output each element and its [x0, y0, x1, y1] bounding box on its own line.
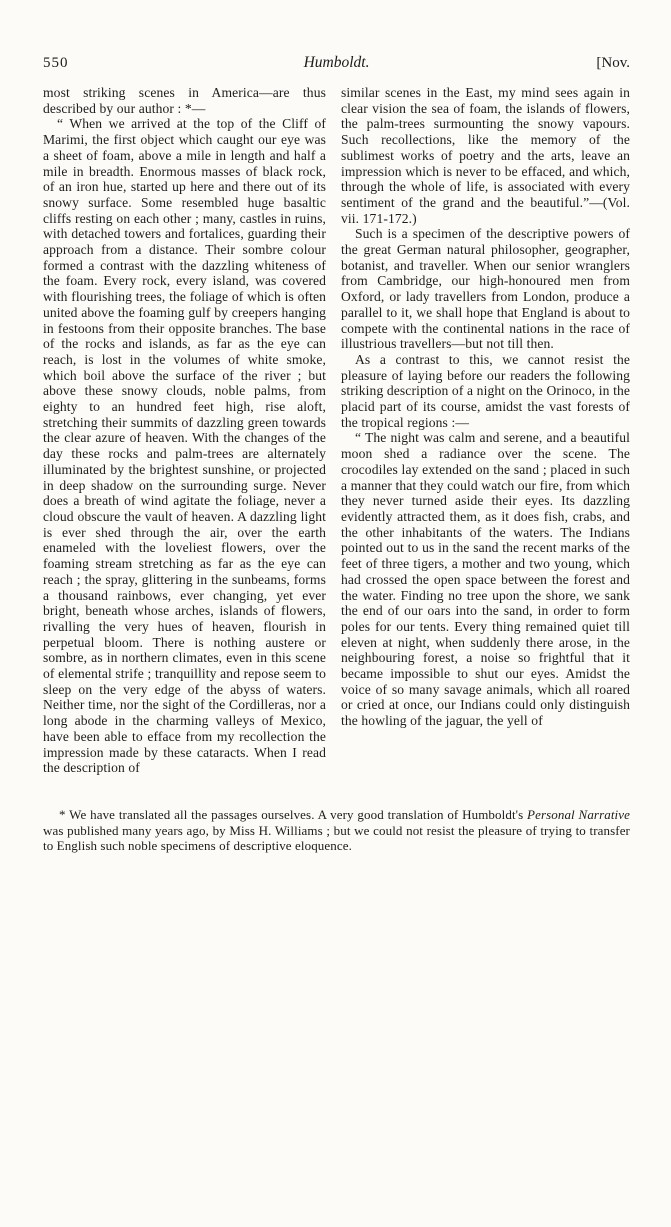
quoted-paragraph: “ When we arrived at the top of the Cliff of Marimi, the first object which caught our eye was a sheet of foam, above a mile in length and half a mile in breadth. Enormous masses of black rock, of an iron hue, started up here and there out of its snowy surface. Some resembled huge basaltic cliffs resting on each other ; many, castles in ruins, with detached towers and fortalices, guarding their approach from a distance. Their sombre colour formed a contrast with the dazzling whiteness of the foam. Every rock, every island, was covered with flourishing trees, the foliage of which is often united above the foaming gulf by creepers hanging in festoons from their opposite branches. The base of the rocks and islands, as far as the eye can reach, is lost in the volumes of white smoke, which boil above the surface of the river ; but above these snowy clouds, noble palms, from eighty to an hundred feet high, rise aloft, stretching their summits of dazzling green towards the clear azure of heaven. With the changes of the day these rocks and palm-trees are alternately illuminated by the brightest sunshine, or projected in deep shadow on the surrounding surge. Never does a breath of wind agitate the foliage, never a cloud obscure the vault of heaven. A dazzling light is ever shed through the air, over the earth enameled with the loveliest flowers, over the foaming stream stretching as far as the eye can reach ; the spray, glittering in the sunbeams, forms a thousand rainbows, ever changing, yet ever bright, beneath whose arches, islands of flowers, rivalling the very hues of heaven, flourish in perpetual bloom. There is nothing austere or sombre, as in northern climates, even in this scene of elemental strife ; tranquillity and repose seem to sleep on the very edge of the abyss of waters. Neither time, nor the sight of the Cordilleras, nor a long abode in the charming valleys of Mexico, have been able to efface from my recollection the impression made by these cataracts. When I read the description of [43, 116, 326, 776]
paragraph: As a contrast to this, we cannot resist the pleasure of laying before our readers the following striking description of a night on the Orinoco, in the placid part of its course, amidst the vast forests of the tropical regions :— [341, 351, 630, 430]
issue-month-label: [Nov. [596, 55, 630, 71]
two-column-text-block [43, 85, 630, 776]
page-header [43, 54, 630, 72]
footnote-text-trail: was published many years ago, by Miss H. Williams ; but we could not resist the pleasure of trying to transfer to English such noble specimens of descriptive eloquence. [43, 822, 630, 854]
footnote-text-lead: * We have translated all the passages ourselves. A very good translation of Humboldt's [59, 806, 528, 822]
right-column [341, 85, 630, 776]
footnote-work-title: Personal Narrative [527, 806, 630, 822]
quoted-paragraph: “ The night was calm and serene, and a beautiful moon shed a radiance over the scene. The crocodiles lay extended on the sand ; placed in such a manner that they could watch our fire, from which they never turned aside their eyes. Its dazzling evidently attracted them, as it does fish, crabs, and the other inhabitants of the waters. The Indians pointed out to us in the sand the recent marks of the feet of three tigers, a mother and two young, which had crossed the open space between the forest and the water. Finding no tree upon the shore, we sank the end of our oars into the sand, in order to form poles for our tents. Every thing remained quiet till eleven at night, when suddenly there arose, in the neighbouring forest, a noise so frightful that it became impossible to shut our eyes. Amidst the voice of so many savage animals, which all roared or cried at once, our Indians could only distinguish the howling of the jaguar, the yell of [341, 430, 630, 729]
paragraph-continuation: similar scenes in the East, my mind sees again in clear vision the sea of foam, the islands of flowers, the palm-trees surmounting the snowy vapours. Such recollections, like the memory of the sublimest works of poetry and the arts, leave an impression which is never to be effaced, and which, through the whole of life, is associated with every sentiment of the grand and the beautiful.”—(Vol. vii. 171-172.) [341, 85, 630, 226]
page-number: 550 [43, 55, 69, 71]
running-title: Humboldt. [303, 54, 370, 71]
footnote [43, 807, 630, 854]
paragraph: Such is a specimen of the descriptive powers of the great German natural philosopher, geographer, botanist, and traveller. When our senior wranglers from Cambridge, our high-honoured men from Oxford, or lady travellers from London, produce a parallel to it, we shall hope that England is about to compete with the continental nations in the race of illustrious travellers—but not till then. [341, 226, 630, 352]
footnote-paragraph [43, 807, 630, 854]
paragraph-continuation: most striking scenes in America—are thus described by our author : *— [43, 85, 326, 116]
left-column [43, 85, 326, 776]
